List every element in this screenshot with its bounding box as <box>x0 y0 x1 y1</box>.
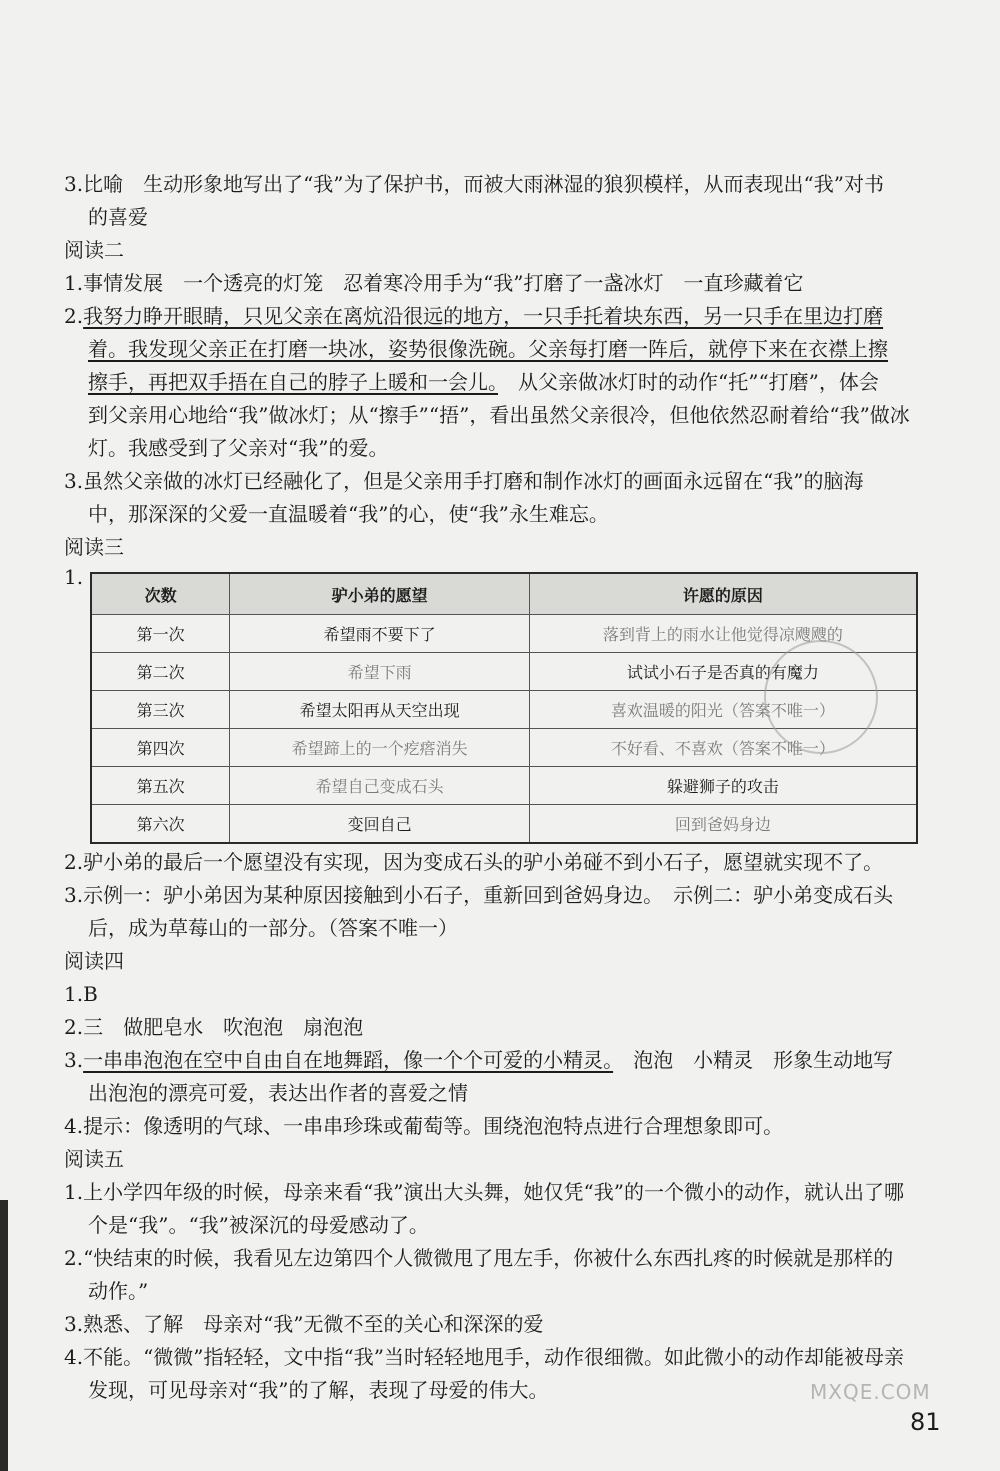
answer-line <box>64 168 924 201</box>
underlined-quote: 一串串泡泡在空中自由自在地舞蹈，像一个个可爱的小精灵。 <box>83 1048 614 1072</box>
answer-line <box>64 1110 924 1143</box>
section-heading <box>64 945 924 978</box>
watermark: MXQE.COM <box>810 1380 931 1404</box>
answer-line <box>64 1011 924 1044</box>
line-text: 中，那深深的父爱一直温暖着“我”的心，使“我”永生难忘。 <box>88 502 609 526</box>
line-text: 后，成为草莓山的一部分。（答案不唯一） <box>88 916 458 940</box>
answer-content <box>64 168 924 1407</box>
line-text: 出泡泡的漂亮可爱，表达出作者的喜爱之情 <box>88 1081 468 1105</box>
table-cell: 第五次 <box>91 767 230 805</box>
table-row <box>91 767 917 805</box>
table-cell: 躲避狮子的攻击 <box>529 767 917 805</box>
line-text: 灯。我感受到了父亲对“我”的爱。 <box>88 436 389 460</box>
header-cell: 驴小弟的愿望 <box>230 573 530 615</box>
table-header-row <box>91 573 917 615</box>
table-cell: 希望雨不要下了 <box>230 615 530 653</box>
answer-line <box>64 498 924 531</box>
answer-line <box>64 879 924 912</box>
answer-line <box>64 1374 924 1407</box>
answers-bottom <box>64 846 924 1407</box>
line-text: 从父亲做冰灯时的动作“托”“打磨”，体会 <box>498 370 879 394</box>
line-text: 3. <box>64 1048 84 1072</box>
table-cell: 不好看、不喜欢（答案不唯一） <box>529 729 917 767</box>
line-text: 2.驴小弟的最后一个愿望没有实现，因为变成石头的驴小弟碰不到小石子，愿望就实现不了。 <box>64 850 884 874</box>
line-text: 3.比喻 生动形象地写出了“我”为了保护书，而被大雨淋湿的狼狈模样，从而表现出“我”对书 <box>64 172 884 196</box>
table-cell: 第二次 <box>91 653 230 691</box>
answer-line <box>64 1341 924 1374</box>
line-text: 动作。” <box>88 1279 149 1303</box>
line-text: 3.虽然父亲做的冰灯已经融化了，但是父亲用手打磨和制作冰灯的画面永远留在“我”的脑海 <box>64 469 864 493</box>
scan-edge <box>0 1200 8 1471</box>
answer-line <box>64 1077 924 1110</box>
line-text: 阅读四 <box>64 949 124 973</box>
line-text: 2.三 做肥皂水 吹泡泡 扇泡泡 <box>64 1015 364 1039</box>
table-cell: 希望下雨 <box>230 653 530 691</box>
table-cell: 第三次 <box>91 691 230 729</box>
answer-line <box>64 1242 924 1275</box>
answer-line <box>64 300 924 333</box>
answer-line <box>64 432 924 465</box>
line-text: 阅读五 <box>64 1147 124 1171</box>
answer-line <box>64 201 924 234</box>
underlined-quote: 我努力睁开眼睛，只见父亲在离炕沿很远的地方，一只手托着块东西，另一只手在里边打磨 <box>83 304 884 328</box>
stamp-mark <box>764 640 878 754</box>
table-cell: 第一次 <box>91 615 230 653</box>
answer-line <box>64 1275 924 1308</box>
answer-line <box>64 846 924 879</box>
table-cell: 变回自己 <box>230 805 530 844</box>
line-text: 2. <box>64 304 84 328</box>
table-cell: 回到爸妈身边 <box>529 805 917 844</box>
line-text: 3.熟悉、了解 母亲对“我”无微不至的关心和深深的爱 <box>64 1312 544 1336</box>
table-cell: 喜欢温暖的阳光（答案不唯一） <box>529 691 917 729</box>
answer-line <box>64 465 924 498</box>
underlined-quote: 着。我发现父亲正在打磨一块冰，姿势很像洗碗。父亲每打磨一阵后，就停下来在衣襟上擦 <box>88 337 888 361</box>
line-text: 阅读二 <box>64 238 124 262</box>
line-text: 2.“快结束的时候，我看见左边第四个人微微甩了甩左手，你被什么东西扎疼的时候就是那样的 <box>64 1246 894 1270</box>
line-text: 1.B <box>64 982 98 1006</box>
line-text: 的喜爱 <box>88 205 148 229</box>
table-cell: 第四次 <box>91 729 230 767</box>
table-question-number: 1. <box>64 565 84 589</box>
header-cell: 次数 <box>91 573 230 615</box>
answer-line <box>64 267 924 300</box>
answer-line <box>64 399 924 432</box>
answer-line <box>64 333 924 366</box>
answer-line <box>64 366 924 399</box>
answer-line <box>64 978 924 1011</box>
line-text: 4.不能。“微微”指轻轻，文中指“我”当时轻轻地甩手，动作很细微。如此微小的动作却能被母亲 <box>64 1345 904 1369</box>
section-heading <box>64 234 924 267</box>
answer-line <box>64 1176 924 1209</box>
underlined-quote: 擦手，再把双手捂在自己的脖子上暖和一会儿。 <box>88 370 498 394</box>
line-text: 阅读三 <box>64 535 124 559</box>
line-text: 3.示例一：驴小弟因为某种原因接触到小石子，重新回到爸妈身边。 示例二：驴小弟变成石头 <box>64 883 894 907</box>
line-text: 1.事情发展 一个透亮的灯笼 忍着寒冷用手为“我”打磨了一盏冰灯 一直珍藏着它 <box>64 271 804 295</box>
line-text: 到父亲用心地给“我”做冰灯；从“擦手”“捂”，看出虽然父亲很冷，但他依然忍耐着给“我”做冰 <box>88 403 910 427</box>
table-cell: 试试小石子是否真的有魔力 <box>529 653 917 691</box>
section-heading <box>64 1143 924 1176</box>
table-cell: 落到背上的雨水让他觉得凉飕飕的 <box>529 615 917 653</box>
answer-line <box>64 1044 924 1077</box>
line-text: 1.上小学四年级的时候，母亲来看“我”演出大头舞，她仅凭“我”的一个微小的动作，就认出了哪 <box>64 1180 904 1204</box>
table-cell: 希望自己变成石头 <box>230 767 530 805</box>
line-text: 发现，可见母亲对“我”的了解，表现了母爱的伟大。 <box>88 1378 549 1402</box>
table-cell: 希望太阳再从天空出现 <box>230 691 530 729</box>
header-cell: 许愿的原因 <box>529 573 917 615</box>
table-cell: 第六次 <box>91 805 230 844</box>
line-text: 4.提示：像透明的气球、一串串珍珠或葡萄等。围绕泡泡特点进行合理想象即可。 <box>64 1114 784 1138</box>
answer-line <box>64 912 924 945</box>
answer-line <box>64 1308 924 1341</box>
page-number: 81 <box>910 1408 941 1436</box>
line-text: 个是“我”。“我”被深沉的母爱感动了。 <box>88 1213 429 1237</box>
answer-line <box>64 1209 924 1242</box>
table-cell: 希望蹄上的一个疙瘩消失 <box>230 729 530 767</box>
table-row <box>91 805 917 844</box>
line-text: 泡泡 小精灵 形象生动地写 <box>613 1048 894 1072</box>
section-heading <box>64 531 924 564</box>
answers-top <box>64 168 924 564</box>
